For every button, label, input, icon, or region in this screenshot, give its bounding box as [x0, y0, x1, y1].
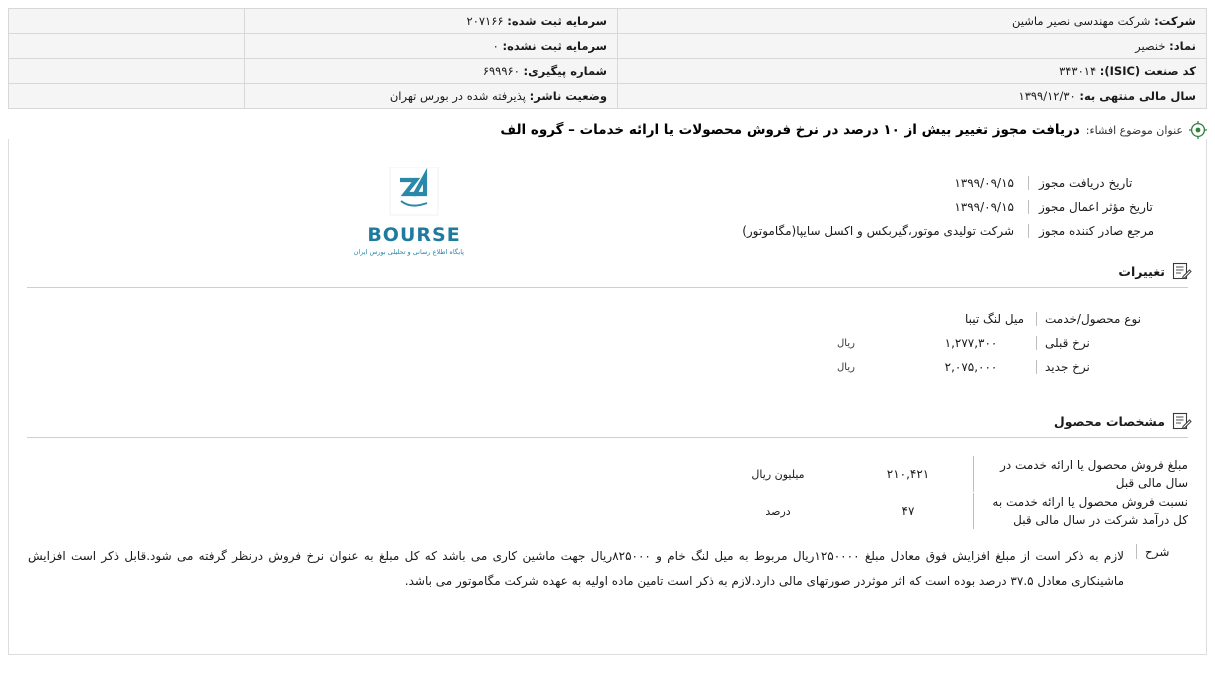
isic-label: کد صنعت (ISIC):	[1099, 64, 1196, 78]
symbol-cell	[617, 34, 1206, 59]
blank-cell	[9, 84, 245, 109]
isic-cell	[617, 59, 1206, 84]
previous-price-unit: ریال	[837, 337, 855, 349]
new-price-unit: ریال	[837, 361, 855, 373]
license-info-block	[628, 171, 1188, 243]
edit-note-icon	[1172, 261, 1192, 281]
company-value: شرکت مهندسی نصیر ماشین	[1011, 14, 1151, 28]
section-divider	[27, 287, 1188, 288]
product-specs-table	[228, 459, 1188, 533]
issuer-status-cell	[245, 84, 618, 109]
license-row	[628, 219, 1188, 243]
license-issuer-value: شرکت تولیدی موتور،گیربکس و اکسل سایپا(مگاموتور)	[742, 224, 1014, 238]
section-title-changes: تغییرات	[1118, 263, 1165, 279]
company-identification-table	[8, 8, 1207, 109]
section-heading-changes	[1118, 261, 1192, 281]
sales-ratio-value: ۴۷	[901, 504, 915, 518]
logo-wordmark: BOURSE	[367, 224, 461, 246]
license-effective-date-label: تاریخ مؤثر اعمال مجوز	[1028, 200, 1188, 214]
table-row	[9, 84, 1207, 109]
sales-ratio-unit: درصد	[765, 504, 791, 518]
table-row	[228, 355, 1188, 379]
description-text: لازم به ذکر است از مبلغ افزایش فوق معادل مبلغ ۱۲۵۰۰۰۰ریال مربوط به میل لنگ خام و ۸۲۵۰۰۰ریال جهت ماشین کاری می باشد که کل مبلغ به عنوان نرخ فروش درنظر گرفته می شود.قابل ذکر است افزایش ماشینکاری معادل ۳۷.۵ درصد بوده است که اثر موثردر صورتهای مالی دارد.لازم به ذکر است تامین ماده اولیه به عهده شرکت مگاموتور می باشد.	[28, 549, 1124, 588]
blank-cell	[9, 9, 245, 34]
logo-tagline: پایگاه اطلاع رسانی و تحلیلی بورس ایران	[353, 248, 464, 256]
previous-price-value: ۱,۲۷۷,۳۰۰	[944, 336, 998, 350]
license-effective-date-value: ۱۳۹۹/۰۹/۱۵	[954, 200, 1014, 214]
sales-ratio-label: نسبت فروش محصول یا ارائه خدمت به کل درآمد شرکت در سال مالی قبل	[973, 493, 1188, 529]
tracking-number-cell	[245, 59, 618, 84]
section-heading-product	[1054, 411, 1192, 431]
company-label: شرکت:	[1154, 14, 1196, 28]
announcement-subject-label: عنوان موضوع افشاء:	[1085, 123, 1183, 137]
edit-note-icon	[1172, 411, 1192, 431]
sales-amount-value: ۲۱۰,۴۲۱	[886, 467, 930, 481]
unregistered-capital-label: سرمایه ثبت نشده:	[502, 39, 607, 53]
bourse-logo	[353, 167, 464, 256]
unregistered-capital-cell	[245, 34, 618, 59]
logo-mark-icon	[368, 167, 460, 223]
sales-amount-label: مبلغ فروش محصول یا ارائه خدمت در سال مالی قبل	[973, 456, 1188, 492]
announcement-title-bar	[8, 121, 1207, 139]
license-issuer-label: مرجع صادر کننده مجوز	[1028, 224, 1188, 238]
registered-capital-cell	[245, 9, 618, 34]
issuer-status-value: پذیرفته شده در بورس تهران	[389, 89, 526, 103]
table-row	[228, 459, 1188, 489]
registered-capital-value: ۲۰۷۱۶۶	[466, 14, 504, 28]
license-row	[628, 171, 1188, 195]
new-price-label: نرخ جدید	[1036, 360, 1188, 374]
license-receive-date-label: تاریخ دریافت مجوز	[1028, 176, 1188, 190]
table-row	[228, 489, 1188, 533]
blank-cell	[9, 59, 245, 84]
symbol-label: نماد:	[1169, 39, 1196, 53]
changes-header-row	[228, 307, 1188, 331]
unregistered-capital-value: ۰	[492, 39, 499, 53]
new-price-value: ۲,۰۷۵,۰۰۰	[944, 360, 998, 374]
registered-capital-label: سرمایه ثبت شده:	[507, 14, 607, 28]
fiscal-year-label: سال مالی منتهی به:	[1079, 89, 1196, 103]
section-divider	[27, 437, 1188, 438]
blank-cell	[9, 34, 245, 59]
description-label: شرح	[1136, 544, 1188, 559]
section-title-product: مشخصات محصول	[1053, 413, 1165, 429]
changes-table	[228, 307, 1188, 379]
announcement-body	[8, 139, 1207, 655]
table-row	[9, 59, 1207, 84]
table-row	[9, 34, 1207, 59]
isic-value: ۳۴۳۰۱۴	[1059, 64, 1097, 78]
fiscal-year-cell	[617, 84, 1206, 109]
issuer-status-label: وضعیت ناشر:	[529, 89, 607, 103]
product-type-label: نوع محصول/خدمت	[1036, 312, 1188, 326]
page-title: دریافت مجوز تغییر بیش از ۱۰ درصد در نرخ فروش محصولات یا ارائه خدمات – گروه الف	[500, 122, 1080, 138]
sales-amount-unit: میلیون ریال	[751, 467, 805, 481]
license-row	[628, 195, 1188, 219]
previous-price-label: نرخ قبلی	[1036, 336, 1188, 350]
target-bullet-icon	[1189, 121, 1207, 139]
fiscal-year-value: ۱۳۹۹/۱۲/۳۰	[1018, 89, 1076, 103]
symbol-value: خنصیر	[1135, 39, 1166, 53]
table-row	[228, 331, 1188, 355]
table-row	[9, 9, 1207, 34]
company-cell	[617, 9, 1206, 34]
tracking-number-label: شماره پیگیری:	[523, 64, 607, 78]
description-block	[28, 544, 1188, 593]
license-receive-date-value: ۱۳۹۹/۰۹/۱۵	[954, 176, 1014, 190]
product-type-value: میل لنگ تیبا	[964, 312, 1024, 326]
tracking-number-value: ۶۹۹۹۶۰	[482, 64, 520, 78]
